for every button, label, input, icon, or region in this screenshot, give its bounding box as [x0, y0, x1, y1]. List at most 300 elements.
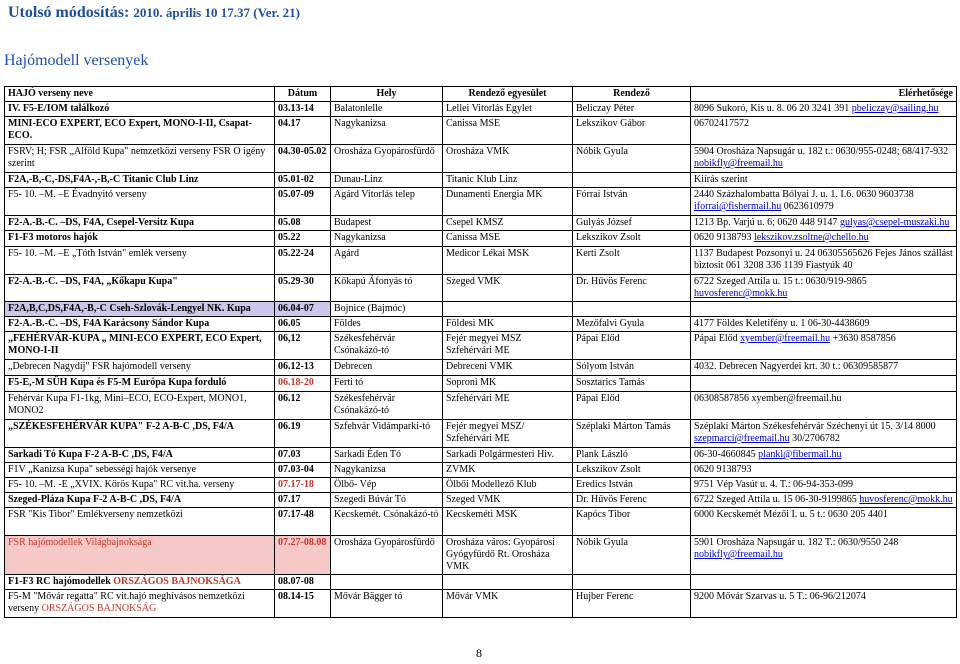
event-place: Sarkadi Éden Tó	[334, 449, 402, 460]
event-contact: 0620 9138793	[694, 464, 752, 475]
event-club-cell	[443, 493, 573, 508]
event-date: 06,12	[278, 333, 301, 344]
event-date-cell	[275, 145, 331, 173]
event-contact: 5904 Orosháza Napsugár u. 182 t.: 0630/955-0248; 68/417-932	[694, 146, 949, 157]
event-date-cell	[275, 117, 331, 145]
event-club-cell	[443, 216, 573, 231]
event-name-cell	[5, 478, 275, 493]
event-place-cell	[331, 216, 443, 231]
event-name: F2A,B,C,DS,F4A,-B,-C Cseh-Szlovák-Lengyel NK. Kupa	[8, 303, 251, 314]
event-organizer-cell	[573, 332, 691, 360]
event-place-cell	[331, 117, 443, 145]
event-name: „SZÉKESFEHÉRVÁR KUPA" F-2 A-B-C ,DS, F4/A	[8, 421, 234, 432]
table-row	[5, 275, 957, 302]
event-organizer-cell	[573, 231, 691, 247]
table-row	[5, 317, 957, 332]
event-organizer: Dr. Hűvös Ferenc	[576, 276, 647, 287]
event-date: 08.07-08	[278, 576, 314, 587]
event-place: Orosháza Gyopárosfürdő	[334, 146, 435, 157]
col-header-place: Hely	[331, 87, 443, 102]
event-club: Mővár VMK	[446, 591, 499, 602]
event-organizer: Eredics István	[576, 479, 633, 490]
event-place: Dunau-Linz	[334, 174, 383, 185]
event-date: 05.29-30	[278, 276, 314, 287]
event-contact-cell	[691, 332, 957, 360]
event-date: 06.19	[278, 421, 301, 432]
event-club: Soproni MK	[446, 377, 497, 388]
event-date: 06.05	[278, 318, 301, 329]
event-organizer-cell	[573, 275, 691, 302]
event-place: Földes	[334, 318, 361, 329]
event-contact-cell	[691, 317, 957, 332]
event-contact-cell	[691, 231, 957, 247]
event-name-cell	[5, 376, 275, 392]
event-place: Székesfehérvár Csónakázó-tó	[334, 393, 396, 416]
event-date-cell	[275, 420, 331, 448]
event-club-cell	[443, 360, 573, 376]
event-organizer-cell	[573, 302, 691, 317]
contact-email-link[interactable]: iforrai@fishermail.hu	[694, 201, 782, 212]
table-row	[5, 231, 957, 247]
event-organizer-cell	[573, 102, 691, 117]
event-date: 05.01-02	[278, 174, 314, 185]
event-place: Agárd	[334, 248, 359, 259]
event-date-cell	[275, 463, 331, 478]
event-organizer-cell	[573, 448, 691, 463]
event-date-cell	[275, 448, 331, 463]
table-header-row	[5, 87, 957, 102]
event-date-cell	[275, 478, 331, 493]
event-date-cell	[275, 508, 331, 536]
event-club: Fejér megyei MSZ/ Szfehérvári ME	[446, 421, 525, 444]
table-row	[5, 216, 957, 231]
table-row	[5, 188, 957, 216]
event-date-cell	[275, 102, 331, 117]
col-header-contact: Elérhetősége	[691, 87, 957, 102]
event-organizer: Plank László	[576, 449, 628, 460]
event-club: Fejér megyei MSZ Szfehérvári ME	[446, 333, 522, 356]
event-contact: Kiírás szerint	[694, 174, 748, 185]
event-club: Canissa MSE	[446, 118, 501, 129]
event-place-cell	[331, 448, 443, 463]
event-contact-extra: 0623610979	[781, 201, 834, 212]
event-club-cell	[443, 448, 573, 463]
table-row	[5, 332, 957, 360]
event-organizer-cell	[573, 508, 691, 536]
page-number: 8	[476, 646, 482, 660]
event-date-cell	[275, 231, 331, 247]
section-title: Hajómodell versenyek	[4, 52, 149, 69]
event-club: Szeged VMK	[446, 276, 501, 287]
event-organizer: Beliczay Péter	[576, 103, 635, 114]
event-club-cell	[443, 117, 573, 145]
last-modified-date: 2010. április 10 17.37 (Ver. 21)	[133, 5, 300, 20]
table-row	[5, 575, 957, 590]
event-date-cell	[275, 247, 331, 275]
event-place: Ferti tó	[334, 377, 364, 388]
event-name-cell	[5, 536, 275, 575]
event-place: Kecskemét. Csónakázó-tó	[334, 509, 439, 520]
event-organizer: Lekszikov Zsolt	[576, 464, 641, 475]
event-name-cell	[5, 117, 275, 145]
event-date-cell	[275, 575, 331, 590]
event-club-cell	[443, 173, 573, 188]
event-name: Szeged-Pláza Kupa F-2 A-B-C ,DS, F4/A	[8, 494, 182, 505]
event-place: Orosháza Gyopárosfürdő	[334, 537, 435, 548]
event-contact-cell	[691, 275, 957, 302]
event-club-cell	[443, 536, 573, 575]
event-place-cell	[331, 392, 443, 420]
contact-email-link[interactable]: nobikfly@freemail.hu	[694, 158, 783, 169]
table-row	[5, 420, 957, 448]
event-place-cell	[331, 102, 443, 117]
contact-email-link[interactable]: huvosferenc@mokk.hu	[694, 288, 788, 299]
event-place-cell	[331, 376, 443, 392]
event-date-cell	[275, 216, 331, 231]
event-place-cell	[331, 332, 443, 360]
event-place-cell	[331, 247, 443, 275]
event-contact-cell	[691, 536, 957, 575]
event-organizer-cell	[573, 392, 691, 420]
event-date: 05.22	[278, 232, 301, 243]
event-date-cell	[275, 360, 331, 376]
table-row	[5, 102, 957, 117]
event-place-cell	[331, 173, 443, 188]
event-contact: 4032. Debrecen Nagyerdei krt. 30 t.: 06309585877	[694, 361, 899, 372]
event-name-cell	[5, 247, 275, 275]
event-club-cell	[443, 575, 573, 590]
event-name-cell	[5, 102, 275, 117]
event-club-cell	[443, 145, 573, 173]
event-place-cell	[331, 508, 443, 536]
championship-label: ORSZÁGOS BAJNOKSÁG	[41, 603, 157, 614]
event-club-cell	[443, 392, 573, 420]
event-date-cell	[275, 332, 331, 360]
event-club-cell	[443, 317, 573, 332]
event-contact: Pápai Előd	[694, 333, 741, 344]
event-organizer-cell	[573, 360, 691, 376]
event-name-cell	[5, 392, 275, 420]
event-date: 05.22-24	[278, 248, 314, 259]
event-club: Ölbői Modellező Klub	[446, 479, 537, 490]
event-organizer: Pápai Előd	[576, 333, 620, 344]
event-date: 05.08	[278, 217, 301, 228]
table-row	[5, 360, 957, 376]
event-name: „Debrecen Nagydíj" FSR hajómodell verseny	[8, 361, 191, 372]
event-contact-cell	[691, 575, 957, 590]
event-place: Agárd Vitorlás telep	[334, 189, 415, 200]
event-name: IV. F5-E/IOM találkozó	[8, 103, 110, 114]
event-club: Földesi MK	[446, 318, 495, 329]
table-row	[5, 247, 957, 275]
contact-email-link[interactable]: gulyas@csepel-muszaki.hu	[839, 217, 950, 228]
event-date: 04.30-05.02	[278, 146, 327, 157]
event-organizer-cell	[573, 493, 691, 508]
event-organizer: Széplaki Márton Tamás	[576, 421, 671, 432]
event-club: Orosháza város: Gyopárosi Gyógyfürdő Rt. Orosháza VMK	[446, 537, 555, 572]
event-contact: 2440 Százhalombatta Bólyai J. u. 1. I.6. 0630 9603738	[694, 189, 914, 200]
event-organizer: Nóbik Gyula	[576, 146, 628, 157]
event-date-cell	[275, 317, 331, 332]
event-contact: 6722 Szeged Attila u. 15 t.: 0630/919-9865	[694, 276, 867, 287]
event-organizer-cell	[573, 478, 691, 493]
col-header-date: Dátum	[275, 87, 331, 102]
event-place-cell	[331, 536, 443, 575]
event-name: F2-A.-B.-C. –DS, F4A, „Kőkapu Kupa"	[8, 276, 178, 287]
col-header-organizer: Rendező	[573, 87, 691, 102]
event-organizer-cell	[573, 173, 691, 188]
event-place-cell	[331, 302, 443, 317]
event-date: 06.12	[278, 393, 301, 404]
table-row	[5, 508, 957, 536]
event-name-cell	[5, 360, 275, 376]
event-contact: 5901 Orosháza Napsugár u. 182 T.: 0630/9550 248	[694, 537, 899, 548]
event-name: F1-F3 RC hajómodellek	[8, 576, 114, 587]
event-organizer-cell	[573, 188, 691, 216]
contact-email-link[interactable]: nobikfly@freemail.hu	[694, 549, 783, 560]
last-modified-header	[8, 4, 300, 22]
event-club: Sarkadi Polgármesteri Hiv.	[446, 449, 554, 460]
table-row	[5, 463, 957, 478]
event-organizer: Sosztarics Tamás	[576, 377, 645, 388]
event-organizer: Lekszikov Zsolt	[576, 232, 641, 243]
table-row	[5, 493, 957, 508]
event-organizer-cell	[573, 575, 691, 590]
event-club-cell	[443, 302, 573, 317]
event-contact: 6722 Szeged Attila u. 15 06-30-9199865	[694, 494, 860, 505]
event-club-cell	[443, 376, 573, 392]
event-contact-extra: +3630 8587856	[830, 333, 896, 344]
event-name: F2-A.-B.-C. –DS, F4A Karácsony Sándor Kupa	[8, 318, 210, 329]
event-contact: 1137 Budapest Pozsonyi u. 24 06305565626 Fejes János szállást biztosít 061 3208 336 1139 Fiastyúk 40	[694, 248, 953, 271]
table-row	[5, 117, 957, 145]
event-date-cell	[275, 493, 331, 508]
event-name-cell	[5, 448, 275, 463]
event-date-cell	[275, 188, 331, 216]
event-name: F5- 10. –M. –E „Tóth István" emlék verseny	[8, 248, 187, 259]
event-contact-cell	[691, 376, 957, 392]
event-date-cell	[275, 376, 331, 392]
event-name-cell	[5, 216, 275, 231]
event-club-cell	[443, 420, 573, 448]
event-contact: 1213 Bp. Varjú u. 6; 0620 448 9147	[694, 217, 840, 228]
event-name: Fehérvár Kupa F1-1kg, Mini–ECO, ECO-Expert, MONO1, MONO2	[8, 393, 247, 416]
event-organizer: Gulyás József	[576, 217, 632, 228]
event-club-cell	[443, 332, 573, 360]
event-place: Debrecen	[334, 361, 373, 372]
event-place-cell	[331, 231, 443, 247]
event-name: F1-F3 motoros hajók	[8, 232, 98, 243]
event-contact-cell	[691, 478, 957, 493]
event-place-cell	[331, 463, 443, 478]
event-date: 07.17-18	[278, 479, 314, 490]
event-date: 06.18-20	[278, 377, 314, 388]
event-name-cell	[5, 508, 275, 536]
event-name-cell	[5, 575, 275, 590]
event-contact: 9200 Mővár Szarvas u. 5 T.: 06-96/212074	[694, 591, 866, 602]
event-club-cell	[443, 247, 573, 275]
event-club: Canissa MSE	[446, 232, 501, 243]
contact-email-link[interactable]: huvosferenc@mokk.hu	[859, 494, 953, 505]
event-organizer-cell	[573, 145, 691, 173]
event-club: ZVMK	[446, 464, 476, 475]
event-name: F1V „Kanizsa Kupa" sebességi hajók versenye	[8, 464, 197, 475]
event-club-cell	[443, 102, 573, 117]
table-row	[5, 392, 957, 420]
event-organizer-cell	[573, 536, 691, 575]
event-contact-cell	[691, 493, 957, 508]
event-place-cell	[331, 188, 443, 216]
event-name-cell	[5, 493, 275, 508]
event-place: Budapest	[334, 217, 372, 228]
event-contact: 6000 Kecskemét Mézői I. u. 5 t.: 0630 205 4401	[694, 509, 888, 520]
event-place-cell	[331, 317, 443, 332]
table-row	[5, 448, 957, 463]
event-organizer: Sólyom István	[576, 361, 635, 372]
event-organizer: Fórrai István	[576, 189, 628, 200]
table-row	[5, 376, 957, 392]
events-table	[4, 86, 957, 618]
event-place-cell	[331, 275, 443, 302]
event-date: 06.04-07	[278, 303, 314, 314]
event-organizer-cell	[573, 247, 691, 275]
championship-label: ORSZÁGOS BAJNOKSÁGA	[113, 576, 241, 587]
event-name-cell	[5, 188, 275, 216]
event-contact-extra: 30/2706782	[789, 433, 840, 444]
event-date-cell	[275, 392, 331, 420]
event-contact: 0620 9138793	[694, 232, 754, 243]
event-contact-cell	[691, 590, 957, 618]
event-organizer-cell	[573, 376, 691, 392]
event-place: Szfehvár Vidámparki-tó	[334, 421, 431, 432]
event-name-cell	[5, 420, 275, 448]
event-name: FSRV; H; FSR „Alföld Kupa" nemzetközi verseny FSR O igény szerint	[8, 146, 266, 169]
contact-email-link[interactable]: szepmarci@freemail.hu	[694, 433, 790, 444]
event-date: 07.03	[278, 449, 301, 460]
table-row	[5, 145, 957, 173]
event-name: F2-A.-B.-C. –DS, F4A, Csepel-Versitz Kupa	[8, 217, 195, 228]
event-organizer-cell	[573, 117, 691, 145]
event-date: 05.07-09	[278, 189, 314, 200]
event-name: F5-E,-M SÜH Kupa és F5-M Európa Kupa forduló	[8, 377, 227, 388]
event-organizer: Dr. Hűvös Ferenc	[576, 494, 647, 505]
event-organizer-cell	[573, 317, 691, 332]
event-place-cell	[331, 360, 443, 376]
event-name-cell	[5, 302, 275, 317]
table-body	[5, 102, 957, 618]
event-name-cell	[5, 173, 275, 188]
event-name-cell	[5, 317, 275, 332]
event-contact-cell	[691, 117, 957, 145]
event-contact-cell	[691, 448, 957, 463]
event-contact: 9751 Vép Vasút u. 4. T.: 06-94-353-099	[694, 479, 853, 490]
event-organizer: Kerti Zsolt	[576, 248, 620, 259]
event-date-cell	[275, 536, 331, 575]
event-organizer-cell	[573, 590, 691, 618]
event-date-cell	[275, 590, 331, 618]
event-place-cell	[331, 575, 443, 590]
event-club: Medicor Lékai MSK	[446, 248, 530, 259]
table-row	[5, 478, 957, 493]
event-organizer: Hujber Ferenc	[576, 591, 634, 602]
event-name-cell	[5, 463, 275, 478]
table-row	[5, 173, 957, 188]
event-name-cell	[5, 231, 275, 247]
event-name: Sarkadi Tó Kupa F-2 A-B-C ,DS, F4/A	[8, 449, 173, 460]
event-date-cell	[275, 275, 331, 302]
event-organizer: Lekszikov Gábor	[576, 118, 646, 129]
event-date: 07.17	[278, 494, 301, 505]
event-club: Orosháza VMK	[446, 146, 510, 157]
event-date: 07.03-04	[278, 464, 314, 475]
event-date: 04.17	[278, 118, 301, 129]
event-contact-cell	[691, 102, 957, 117]
event-club: Kecskeméti MSK	[446, 509, 518, 520]
event-place-cell	[331, 145, 443, 173]
event-contact-cell	[691, 173, 957, 188]
event-date-cell	[275, 302, 331, 317]
event-contact: 8096 Sukoró, Kis u. 8. 06 20 3241 391	[694, 103, 852, 114]
event-name: „FEHÉRVÁR-KUPA „ MINI-ECO EXPERT, ECO Expert, MONO-I-II	[8, 333, 262, 356]
event-contact-cell	[691, 392, 957, 420]
event-contact-cell	[691, 463, 957, 478]
contact-email-link[interactable]: lekszikov.zsoltne@chello.hu	[754, 232, 869, 243]
event-contact: 06308587856 xyember@freemail.hu	[694, 393, 842, 404]
event-contact-cell	[691, 188, 957, 216]
event-club-cell	[443, 463, 573, 478]
event-contact-cell	[691, 247, 957, 275]
col-header-name: HAJÓ verseny neve	[5, 87, 275, 102]
table-row	[5, 536, 957, 575]
contact-email-link[interactable]: xyember@freemail.hu	[740, 333, 831, 344]
contact-email-link[interactable]: pbeliczay@sailing.hu	[851, 103, 939, 114]
event-organizer: Kapócs Tibor	[576, 509, 631, 520]
event-contact-cell	[691, 216, 957, 231]
event-club-cell	[443, 590, 573, 618]
event-club: Csepel KMSZ	[446, 217, 504, 228]
event-name: F2A,-B,-C,-DS,F4A-,-B,-C Titanic Club Linz	[8, 174, 199, 185]
event-contact-cell	[691, 302, 957, 317]
event-place: Székesfehérvár Csónakázó-tó	[334, 333, 396, 356]
event-organizer-cell	[573, 463, 691, 478]
event-date: 07.17-48	[278, 509, 314, 520]
event-club: Lellei Vitorlás Egylet	[446, 103, 532, 114]
event-place: Nagykanizsa	[334, 232, 386, 243]
last-modified-label: Utolsó módosítás:	[8, 4, 130, 21]
event-place: Mővár Bägger tó	[334, 591, 403, 602]
event-club-cell	[443, 508, 573, 536]
event-club-cell	[443, 188, 573, 216]
event-name: F5- 10. –M. –E Évadnyitó verseny	[8, 189, 147, 200]
event-place: Szegedi Búvár Tó	[334, 494, 407, 505]
event-date: 06.12-13	[278, 361, 314, 372]
event-place: Ölbő- Vép	[334, 479, 377, 490]
event-contact-cell	[691, 508, 957, 536]
event-place: Bojnice (Bajmóc)	[334, 303, 406, 314]
contact-email-link[interactable]: plankl@fibermail.hu	[758, 449, 842, 460]
event-organizer: Nóbik Gyula	[576, 537, 628, 548]
event-contact-cell	[691, 145, 957, 173]
event-date: 08.14-15	[278, 591, 314, 602]
event-club-cell	[443, 478, 573, 493]
event-name: FSR hajómodellek Világbajnoksága	[8, 537, 152, 548]
event-place: Balatonlelle	[334, 103, 383, 114]
event-club: Szfehérvári ME	[446, 393, 510, 404]
event-contact: 4177 Földes Keletifény u. 1 06-30-4438609	[694, 318, 870, 329]
event-club: Titanic Klub Linz	[446, 174, 518, 185]
event-organizer-cell	[573, 420, 691, 448]
event-name-cell	[5, 145, 275, 173]
